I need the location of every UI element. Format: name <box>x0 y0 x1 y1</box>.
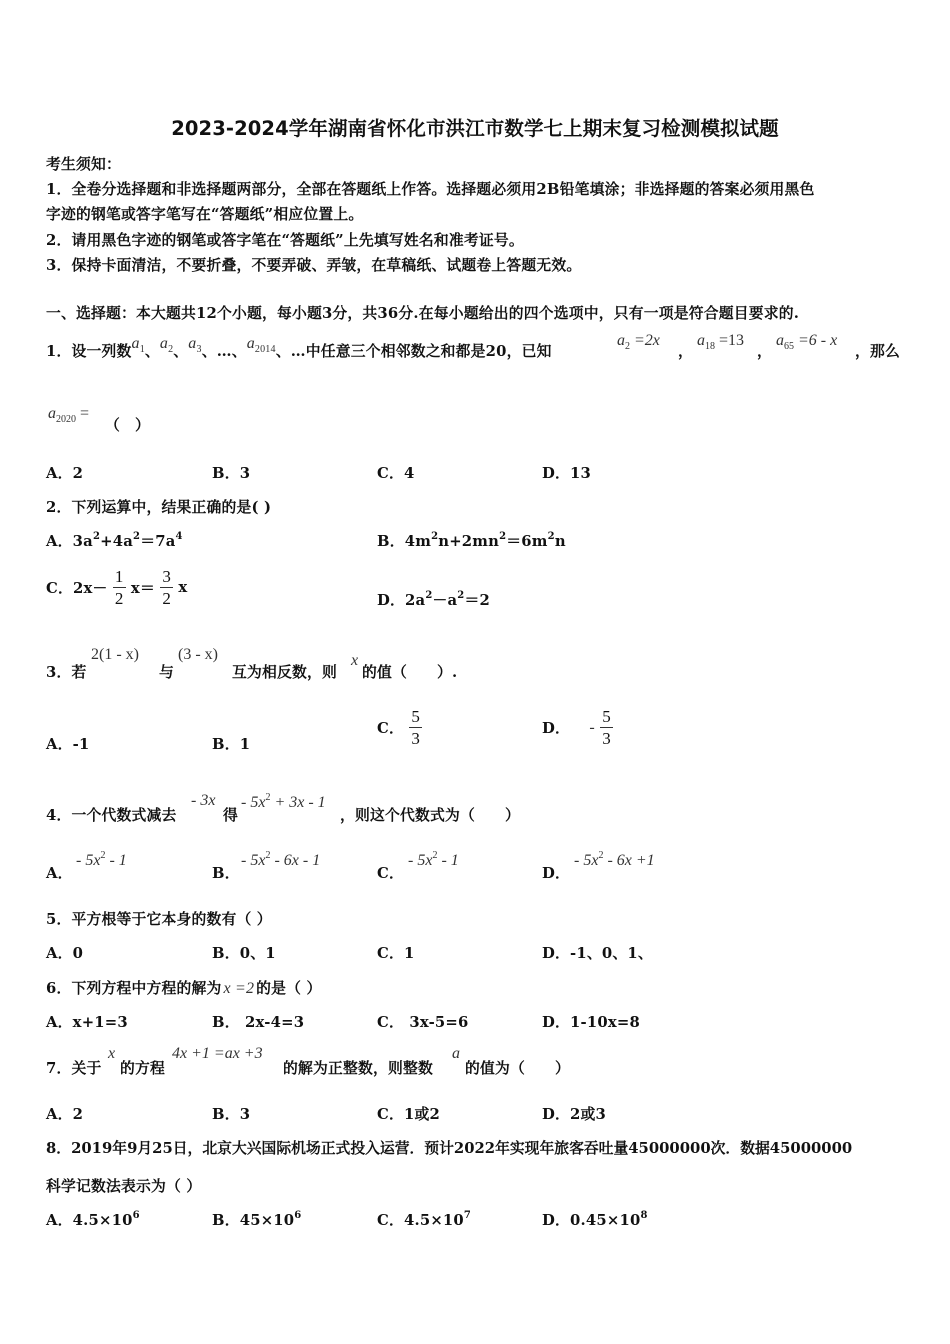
page-title: 2023-2024学年湖南省怀化市洪江市数学七上期末复习检测模拟试题 <box>171 117 779 140</box>
question-4-option-d-expr[interactable]: - $5x^2 - 6x +1$ <box>574 850 655 869</box>
question-1-stem-end: ，那么 <box>855 343 900 360</box>
question-2-option-c[interactable]: C．2x－ $\frac{1}{2}$ x＝ $\frac{3}{2}$ x <box>46 567 188 608</box>
question-7-stem-end: 的值为（ ） <box>465 1060 570 1077</box>
question-1-option-d[interactable]: D．13 <box>542 465 592 482</box>
question-8-option-d[interactable]: D．$0.45\times 10^8$ <box>542 1210 648 1229</box>
question-7-stem-mid-2: 的解为正整数，则整数 <box>283 1060 433 1077</box>
question-6-option-d[interactable]: D．1-10x=8 <box>542 1014 640 1031</box>
question-3-option-d[interactable]: D． - $\frac{5}{3}$ <box>542 707 611 748</box>
question-8-option-c[interactable]: C．$4.5\times 10^7$ <box>377 1210 472 1229</box>
question-4-option-d-label[interactable]: D． <box>542 865 571 882</box>
question-7-equation: 4x +1 =ax +3 <box>172 1045 263 1062</box>
question-7-var-x: x <box>108 1045 116 1062</box>
question-1-paren: （ ） <box>105 417 150 434</box>
question-1-condition-a18: $a_{18} =13$ <box>697 332 745 352</box>
question-7-option-d[interactable]: D．2或3 <box>542 1106 607 1123</box>
question-3-option-a[interactable]: A．-1 <box>46 736 90 753</box>
question-3-stem-and: 与 <box>159 664 174 681</box>
fraction-one-half: $\frac{1}{2}$ <box>114 567 124 608</box>
question-4-stem-mid: 得 <box>223 807 238 824</box>
question-3-expr-2: (3 - x) <box>178 646 218 663</box>
question-3-stem-end: 的值（ ）. <box>362 664 458 681</box>
question-3-stem-mid: 互为相反数，则 <box>232 664 337 681</box>
question-2-option-d[interactable]: D．$2a^2-a^2=2$ <box>377 590 490 609</box>
section-heading-choice: 一、选择题：本大题共12个小题，每小题3分，共36分.在每小题给出的四个选项中，只有一项是符合题目要求的. <box>46 305 800 322</box>
question-4-expr-2: - $5x^2 + 3x - 1$ <box>241 792 326 811</box>
question-2-option-b[interactable]: B．$4m^2n+2mn^2=6m^2n$ <box>377 531 566 550</box>
question-4-option-b-expr[interactable]: - $5x^2 - 6x - 1$ <box>241 850 321 869</box>
question-2-option-a[interactable]: A．$3a^2+4a^2=7a^4$ <box>46 531 183 550</box>
question-6-option-a[interactable]: A．x+1=3 <box>46 1014 128 1031</box>
question-1-condition-a65: $a_{65} =6 - x$ <box>776 332 838 352</box>
question-8-stem-line-2: 科学记数法表示为（ ） <box>46 1178 202 1195</box>
question-7-var-a: a <box>452 1045 460 1062</box>
question-4-stem-end: ，则这个代数式为（ ） <box>340 807 520 824</box>
notice-item-2: 2．请用黑色字迹的钢笔或答字笔在“答题纸”上先填写姓名和准考证号。 <box>46 232 524 249</box>
question-1-option-b[interactable]: B．3 <box>212 465 251 482</box>
question-3-var-x: x <box>351 652 359 669</box>
question-7-stem-start: 7．关于 <box>46 1060 102 1077</box>
question-7-stem-mid: 的方程 <box>120 1060 165 1077</box>
question-5-option-d[interactable]: D．-1、0、1、 <box>542 945 653 962</box>
question-4-option-a-label[interactable]: A． <box>46 865 73 882</box>
question-1-condition-a2: $a_2 =2x$ <box>617 332 660 352</box>
question-5-stem: 5．平方根等于它本身的数有（ ） <box>46 911 272 928</box>
question-6-option-b[interactable]: B． 2x-4=3 <box>212 1014 305 1031</box>
question-1-option-c[interactable]: C．4 <box>377 465 415 482</box>
question-4-option-c-label[interactable]: C． <box>377 865 404 882</box>
question-2-stem: 2．下列运算中，结果正确的是( ) <box>46 499 272 516</box>
fraction-five-thirds: $\frac{5}{3}$ <box>411 707 421 748</box>
question-4-expr-1: - 3x <box>191 792 216 809</box>
question-3-option-b[interactable]: B．1 <box>212 736 251 753</box>
question-1-comma-2: ， <box>757 343 772 360</box>
question-7-option-c[interactable]: C．1或2 <box>377 1106 440 1123</box>
question-3-option-c[interactable]: C． $\frac{5}{3}$ <box>377 707 421 748</box>
question-8-option-a[interactable]: A．$4.5\times 10^6$ <box>46 1210 140 1229</box>
notice-heading: 考生须知： <box>46 156 121 173</box>
question-1-comma-1: ， <box>678 343 693 360</box>
question-5-option-a[interactable]: A．0 <box>46 945 84 962</box>
notice-item-1-line-2: 字迹的钢笔或答字笔写在“答题纸”相应位置上。 <box>46 206 364 223</box>
question-6-option-c[interactable]: C． 3x-5=6 <box>377 1014 469 1031</box>
question-7-option-a[interactable]: A．2 <box>46 1106 84 1123</box>
question-8-option-b[interactable]: B．$45\times 10^6$ <box>212 1210 302 1229</box>
fraction-negative-five-thirds: $\frac{5}{3}$ <box>602 707 611 748</box>
question-1-stem: 1．设一列数$a_1$、$a_2$、$a_3$、…、$a_{2014}$、…中任意三个相邻数之和都是20，已知 <box>46 335 552 360</box>
question-4-option-a-expr[interactable]: - $5x^2 - 1$ <box>76 850 127 869</box>
notice-item-3: 3．保持卡面清洁，不要折叠，不要弄破、弄皱，在草稿纸、试题卷上答题无效。 <box>46 257 582 274</box>
question-5-option-c[interactable]: C．1 <box>377 945 415 962</box>
question-4-option-c-expr[interactable]: - $5x^2 - 1$ <box>408 850 459 869</box>
question-4-stem-start: 4．一个代数式减去 <box>46 807 177 824</box>
question-4-option-b-label[interactable]: B． <box>212 865 240 882</box>
question-1-option-a[interactable]: A．2 <box>46 465 84 482</box>
question-7-option-b[interactable]: B．3 <box>212 1106 251 1123</box>
question-5-option-b[interactable]: B．0、1 <box>212 945 276 962</box>
question-3-stem-start: 3．若 <box>46 664 87 681</box>
question-8-stem-line-1: 8．2019年9月25日，北京大兴国际机场正式投入运营．预计2022年实现年旅客吞吐量45000000次．数据45000000 <box>46 1140 853 1157</box>
notice-item-1-line-1: 1．全卷分选择题和非选择题两部分，全部在答题纸上作答。选择题必须用2B铅笔填涂；非选择题的答案必须用黑色 <box>46 181 815 198</box>
question-1-target: $a_{2020}$ = <box>48 405 90 425</box>
question-3-expr-1: 2(1 - x) <box>91 646 139 663</box>
question-6-stem: 6．下列方程中方程的解为 x =2 的是（ ） <box>46 980 322 997</box>
fraction-three-halves: $\frac{3}{2}$ <box>162 567 172 608</box>
